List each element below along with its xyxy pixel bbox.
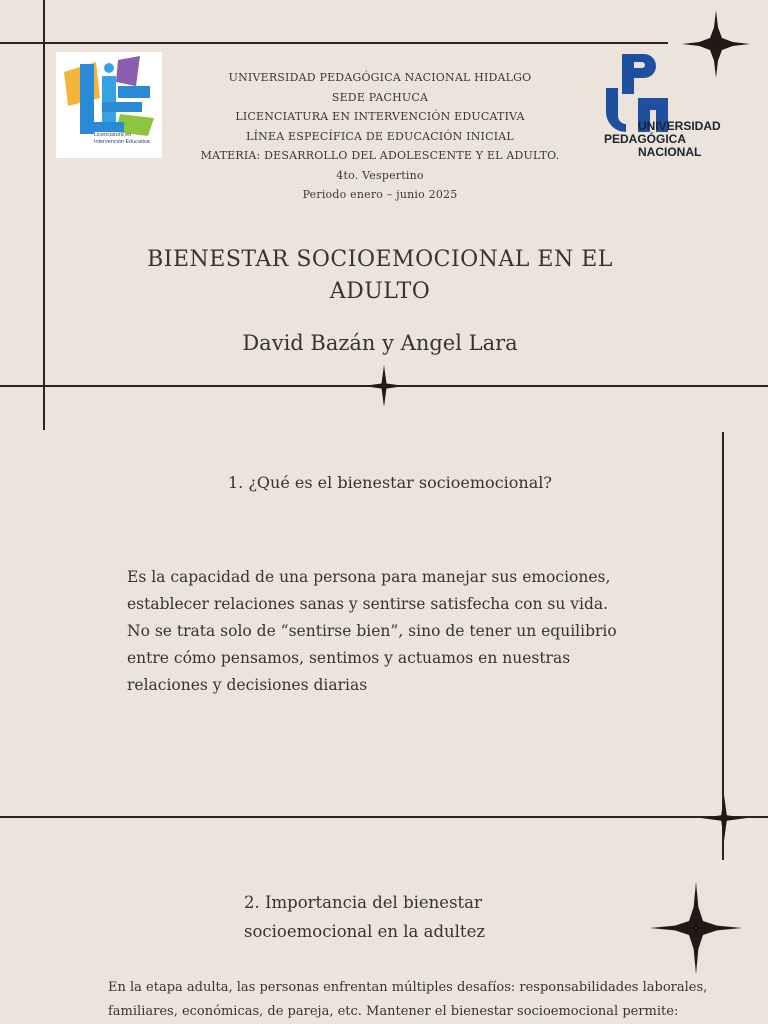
authors: David Bazán y Angel Lara <box>242 331 518 355</box>
upn-name-line3: NACIONAL <box>638 145 702 159</box>
institution-header <box>170 68 590 205</box>
sparkle-star-icon <box>648 880 744 976</box>
section2-line: En la etapa adulta, las personas enfrentan múltiples desafíos: responsabilidades laborales, <box>108 980 708 995</box>
section1-line: Es la capacidad de una persona para manejar sus emociones, <box>127 568 611 586</box>
header-period: Periodo enero – junio 2025 <box>302 188 458 201</box>
section1-line: No se trata solo de “sentirse bien”, sino de tener un equilibrio <box>127 622 617 640</box>
lower-horizontal-rule <box>0 816 768 818</box>
lie-logo-caption <box>94 132 150 146</box>
left-vertical-rule <box>43 0 45 430</box>
header-group: 4to. Vespertino <box>336 168 424 182</box>
section2-line: familiares, económicas, de pareja, etc. Mantener el bienestar socioemocional permite: <box>108 1004 679 1019</box>
lie-caption-line2: Intervención Educativa <box>94 139 150 145</box>
header-university: UNIVERSIDAD PEDAGÓGICA NACIONAL HIDALGO <box>228 71 532 84</box>
section1-line: entre cómo pensamos, sentimos y actuamos en nuestras <box>127 649 571 667</box>
section1-question: 1. ¿Qué es el bienestar socioemocional? <box>228 473 552 492</box>
upn-logo <box>600 50 734 162</box>
sparkle-star-icon <box>362 364 406 408</box>
section1-line: establecer relaciones sanas y sentirse satisfecha con su vida. <box>127 595 609 613</box>
lie-logo <box>56 52 162 158</box>
top-horizontal-rule <box>0 42 668 44</box>
document-title <box>100 244 660 308</box>
section1-paragraph <box>127 564 657 699</box>
section2-heading <box>244 888 485 946</box>
header-line: LÍNEA ESPECÍFICA DE EDUCACIÓN INICIAL <box>246 129 514 143</box>
lie-caption-line1: Licenciatura en <box>94 132 132 138</box>
sparkle-star-icon <box>700 794 748 842</box>
section2-heading-line1: 2. Importancia del bienestar <box>244 893 482 912</box>
section2-paragraph <box>108 976 728 1024</box>
upn-name-line1: UNIVERSIDAD <box>638 119 721 133</box>
title-line1: BIENESTAR SOCIOEMOCIONAL EN EL <box>147 247 613 272</box>
section1-line: relaciones y decisiones diarias <box>127 676 368 694</box>
section2-heading-line2: socioemocional en la adultez <box>244 922 486 941</box>
header-degree: LICENCIATURA EN INTERVENCIÓN EDUCATIVA <box>235 110 525 123</box>
upn-name-line2: PEDAGÓGICA <box>604 132 687 146</box>
header-subject: MATERIA: DESARROLLO DEL ADOLESCENTE Y EL ADULTO. <box>200 149 560 162</box>
header-campus: SEDE PACHUCA <box>331 90 429 104</box>
title-line2: ADULTO <box>329 279 431 304</box>
